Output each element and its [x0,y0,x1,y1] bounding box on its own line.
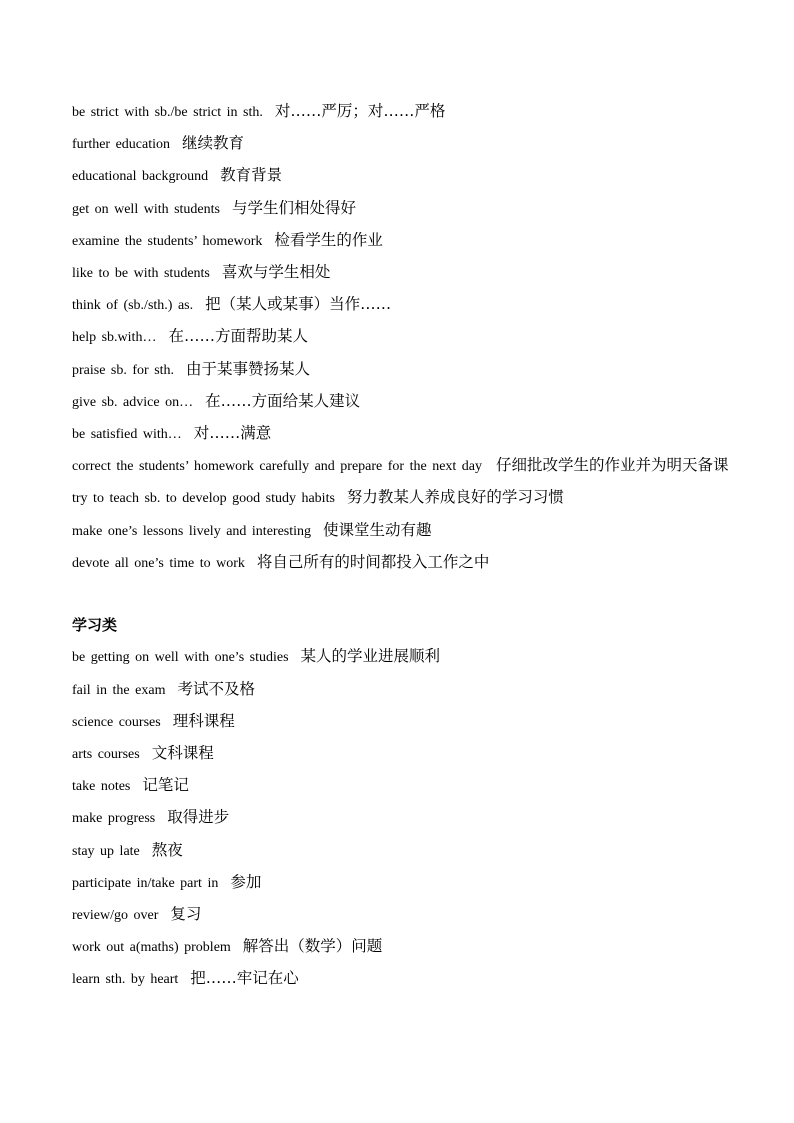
phrase-en: praise sb. for sth. [72,362,175,378]
phrase-entry [72,160,732,192]
phrase-en: try to teach sb. to develop good study habits [72,491,335,507]
phrase-entry [72,641,732,673]
phrase-zh: 解答出（数学）问题 [242,937,383,956]
phrase-entry [72,931,732,963]
phrase-en: work out a(maths) problem [72,940,231,956]
phrase-entry [72,738,732,770]
phrase-entry [72,547,732,579]
phrase-en: make one’s lessons lively and interesting [72,523,312,539]
phrase-entry [72,225,732,257]
phrase-zh: 熬夜 [151,840,183,859]
phrase-en: get on well with students [72,201,220,217]
phrase-zh: 将自己所有的时间都投入工作之中 [256,552,490,571]
phrase-entry [72,96,732,128]
phrase-en: educational background [72,169,209,185]
phrase-zh: 由于某事赞扬某人 [186,359,311,378]
phrase-en: stay up late [72,843,140,859]
phrase-entry [72,354,732,386]
phrase-entry [72,674,732,706]
phrase-entry [72,418,732,450]
phrase-entry [72,770,732,802]
phrase-entry [72,386,732,418]
phrase-entry [72,835,732,867]
section-spacer [72,579,732,610]
section-heading: 学习类 [72,616,118,635]
phrase-en: like to be with students [72,266,210,282]
phrase-en: make progress [72,811,156,827]
phrase-en: examine the students’ homework [72,233,263,249]
phrase-zh: 喜欢与学生相处 [221,263,331,282]
phrase-entry [72,289,732,321]
phrase-zh: 对……严厉；对……严格 [274,102,446,120]
phrase-en: give sb. advice on… [72,394,194,410]
phrase-en: correct the students’ homework carefully and prepare for the next day [72,459,483,475]
phrase-en: be strict with sb./be strict in sth. [72,105,263,120]
phrase-en: devote all one’s time to work [72,555,245,571]
phrase-entry [72,450,732,482]
phrase-entry [72,482,732,514]
phrase-zh: 理科课程 [172,711,235,730]
phrase-en: science courses [72,714,161,730]
phrase-en: take notes [72,779,131,795]
phrase-entry [72,706,732,738]
phrase-en: review/go over [72,908,159,924]
phrase-entry [72,802,732,834]
phrase-entry [72,515,732,547]
phrase-zh: 某人的学业进展顺利 [300,647,441,666]
phrase-zh: 教育背景 [220,166,283,185]
phrase-en: help sb.with… [72,330,157,346]
phrase-zh: 记笔记 [142,776,189,795]
phrase-zh: 参加 [230,872,262,891]
phrase-entry [72,257,732,289]
phrase-en: learn sth. by heart [72,972,179,988]
phrase-entry [72,321,732,353]
phrase-zh: 使课堂生动有趣 [323,520,432,539]
phrase-zh: 检看学生的作业 [274,230,383,249]
phrase-zh: 对……满意 [193,424,272,443]
vocabulary-list [72,96,732,996]
phrase-entry [72,193,732,225]
phrase-zh: 把……牢记在心 [190,969,299,988]
phrase-zh: 在……方面帮助某人 [168,327,308,346]
phrase-zh: 仔细批改学生的作业并为明天备课 [496,456,729,475]
phrase-entry [72,128,732,160]
phrase-en: be getting on well with one’s studies [72,650,289,666]
phrase-en: fail in the exam [72,682,166,698]
phrase-en: be satisfied with… [72,427,182,443]
phrase-zh: 在……方面给某人建议 [205,391,361,410]
phrase-en: further education [72,137,171,153]
phrase-zh: 考试不及格 [177,679,255,698]
phrase-en: think of (sb./sth.) as. [72,298,194,314]
phrase-en: participate in/take part in [72,875,219,891]
phrase-zh: 复习 [170,905,202,924]
phrase-zh: 文科课程 [151,744,214,763]
phrase-zh: 继续教育 [182,134,245,153]
phrase-entry [72,899,732,931]
phrase-zh: 努力教某人养成良好的学习习惯 [346,488,564,507]
phrase-zh: 与学生们相处得好 [232,198,357,217]
phrase-zh: 把（某人或某事）当作…… [205,295,392,314]
phrase-entry [72,867,732,899]
phrase-entry [72,963,732,995]
phrase-zh: 取得进步 [167,808,230,827]
phrase-en: arts courses [72,747,140,763]
